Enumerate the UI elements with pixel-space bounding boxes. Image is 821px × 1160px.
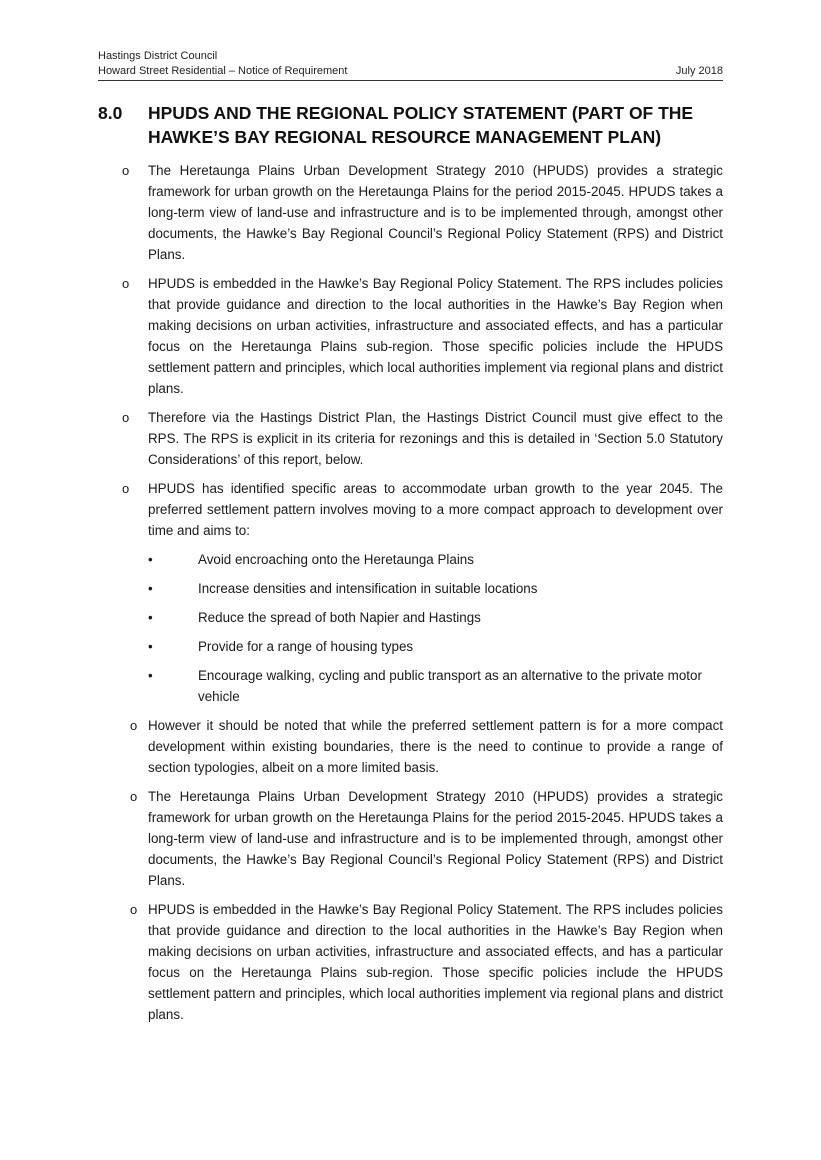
list-item — [0, 160, 821, 265]
bullet-icon: • — [148, 610, 153, 625]
hollow-bullet-icon: o — [130, 789, 138, 804]
paragraph-text: However it should be noted that while the preferred settlement pattern is for a more compact development within existing boundaries, there is the need to continue to provide a range of section typologies, albeit on a more limited basis. — [148, 718, 723, 775]
header-row — [98, 64, 723, 81]
aim-item — [0, 607, 821, 628]
hollow-bullet-icon: o — [122, 410, 130, 425]
section-number: 8.0 — [98, 103, 123, 123]
hollow-bullet-icon: o — [130, 718, 138, 733]
list-item — [0, 786, 821, 891]
section-title: HPUDS AND THE REGIONAL POLICY STATEMENT (PART OF THE HAWKE’S BAY REGIONAL RESOURCE MANAGEMENT PLAN) — [148, 103, 694, 147]
paragraph-text: HPUDS is embedded in the Hawke’s Bay Regional Policy Statement. The RPS includes policies that provide guidance and direction to the local authorities in the Hawke’s Bay Region when making decisions on urban activities, infrastructure and associated effects, and has a particular focus on the Heretaunga Plains sub-region. Those specific policies include the HPUDS settlement pattern and principles, which local authorities implement via regional plans and district plans. — [148, 276, 723, 396]
header-date: July 2018 — [675, 65, 723, 77]
aim-text: Increase densities and intensification in suitable locations — [198, 581, 538, 596]
paragraph-text: HPUDS is embedded in the Hawke’s Bay Regional Policy Statement. The RPS includes policies that provide guidance and direction to the local authorities in the Hawke’s Bay Region when making decisions on urban activities, infrastructure and associated effects, and has a particular focus on the Heretaunga Plains sub-region. Those specific policies include the HPUDS settlement pattern and principles, which local authorities implement via regional plans and district plans. — [148, 902, 723, 1022]
list-item — [0, 899, 821, 1025]
list-item — [0, 478, 821, 707]
aim-text: Reduce the spread of both Napier and Hastings — [198, 610, 481, 625]
aim-text: Provide for a range of housing types — [198, 639, 414, 654]
aim-item — [0, 665, 821, 707]
hollow-bullet-icon: o — [122, 481, 130, 496]
paragraph-text: The Heretaunga Plains Urban Development Strategy 2010 (HPUDS) provides a strategic framework for urban growth on the Heretaunga Plains for the period 2015-2045. HPUDS takes a long-term view of land-use and infrastructure and is to be implemented through, amongst other documents, the Hawke’s Bay Regional Council’s Regional Policy Statement (RPS) and District Plans. — [148, 163, 723, 262]
bullet-icon: • — [148, 581, 153, 596]
paragraph-text: The Heretaunga Plains Urban Development Strategy 2010 (HPUDS) provides a strategic framework for urban growth on the Heretaunga Plains for the period 2015-2045. HPUDS takes a long-term view of land-use and infrastructure and is to be implemented through, amongst other documents, the Hawke’s Bay Regional Council’s Regional Policy Statement (RPS) and District Plans. — [148, 789, 723, 888]
bullet-icon: • — [148, 639, 153, 654]
aim-item — [0, 636, 821, 657]
hollow-bullet-icon: o — [130, 902, 138, 917]
list-item — [0, 407, 821, 470]
header-org: Hastings District Council — [98, 50, 218, 62]
aim-text: Encourage walking, cycling and public transport as an alternative to the private motor vehicle — [198, 668, 702, 704]
section-body — [0, 160, 821, 1033]
aim-text: Avoid encroaching onto the Heretaunga Plains — [198, 552, 474, 567]
hollow-bullet-icon: o — [122, 163, 130, 178]
section-heading — [98, 101, 723, 149]
list-item — [0, 273, 821, 399]
paragraph-text: Therefore via the Hastings District Plan, the Hastings District Council must give effect to the RPS. The RPS is explicit in its criteria for rezonings and this is detailed in ‘Section 5.0 Statutory Considerations’ of this report, below. — [148, 410, 723, 467]
aim-item — [0, 549, 821, 570]
header-doc-title: Howard Street Residential – Notice of Requirement — [98, 65, 348, 77]
paragraph-text: HPUDS has identified specific areas to accommodate urban growth to the year 2045. The preferred settlement pattern involves moving to a more compact approach to development over time and aims to: — [148, 481, 723, 538]
aim-item — [0, 578, 821, 599]
hollow-bullet-icon: o — [122, 276, 130, 291]
page-header — [98, 49, 723, 81]
bullet-icon: • — [148, 552, 153, 567]
list-item — [0, 715, 821, 778]
bullet-icon: • — [148, 668, 153, 683]
